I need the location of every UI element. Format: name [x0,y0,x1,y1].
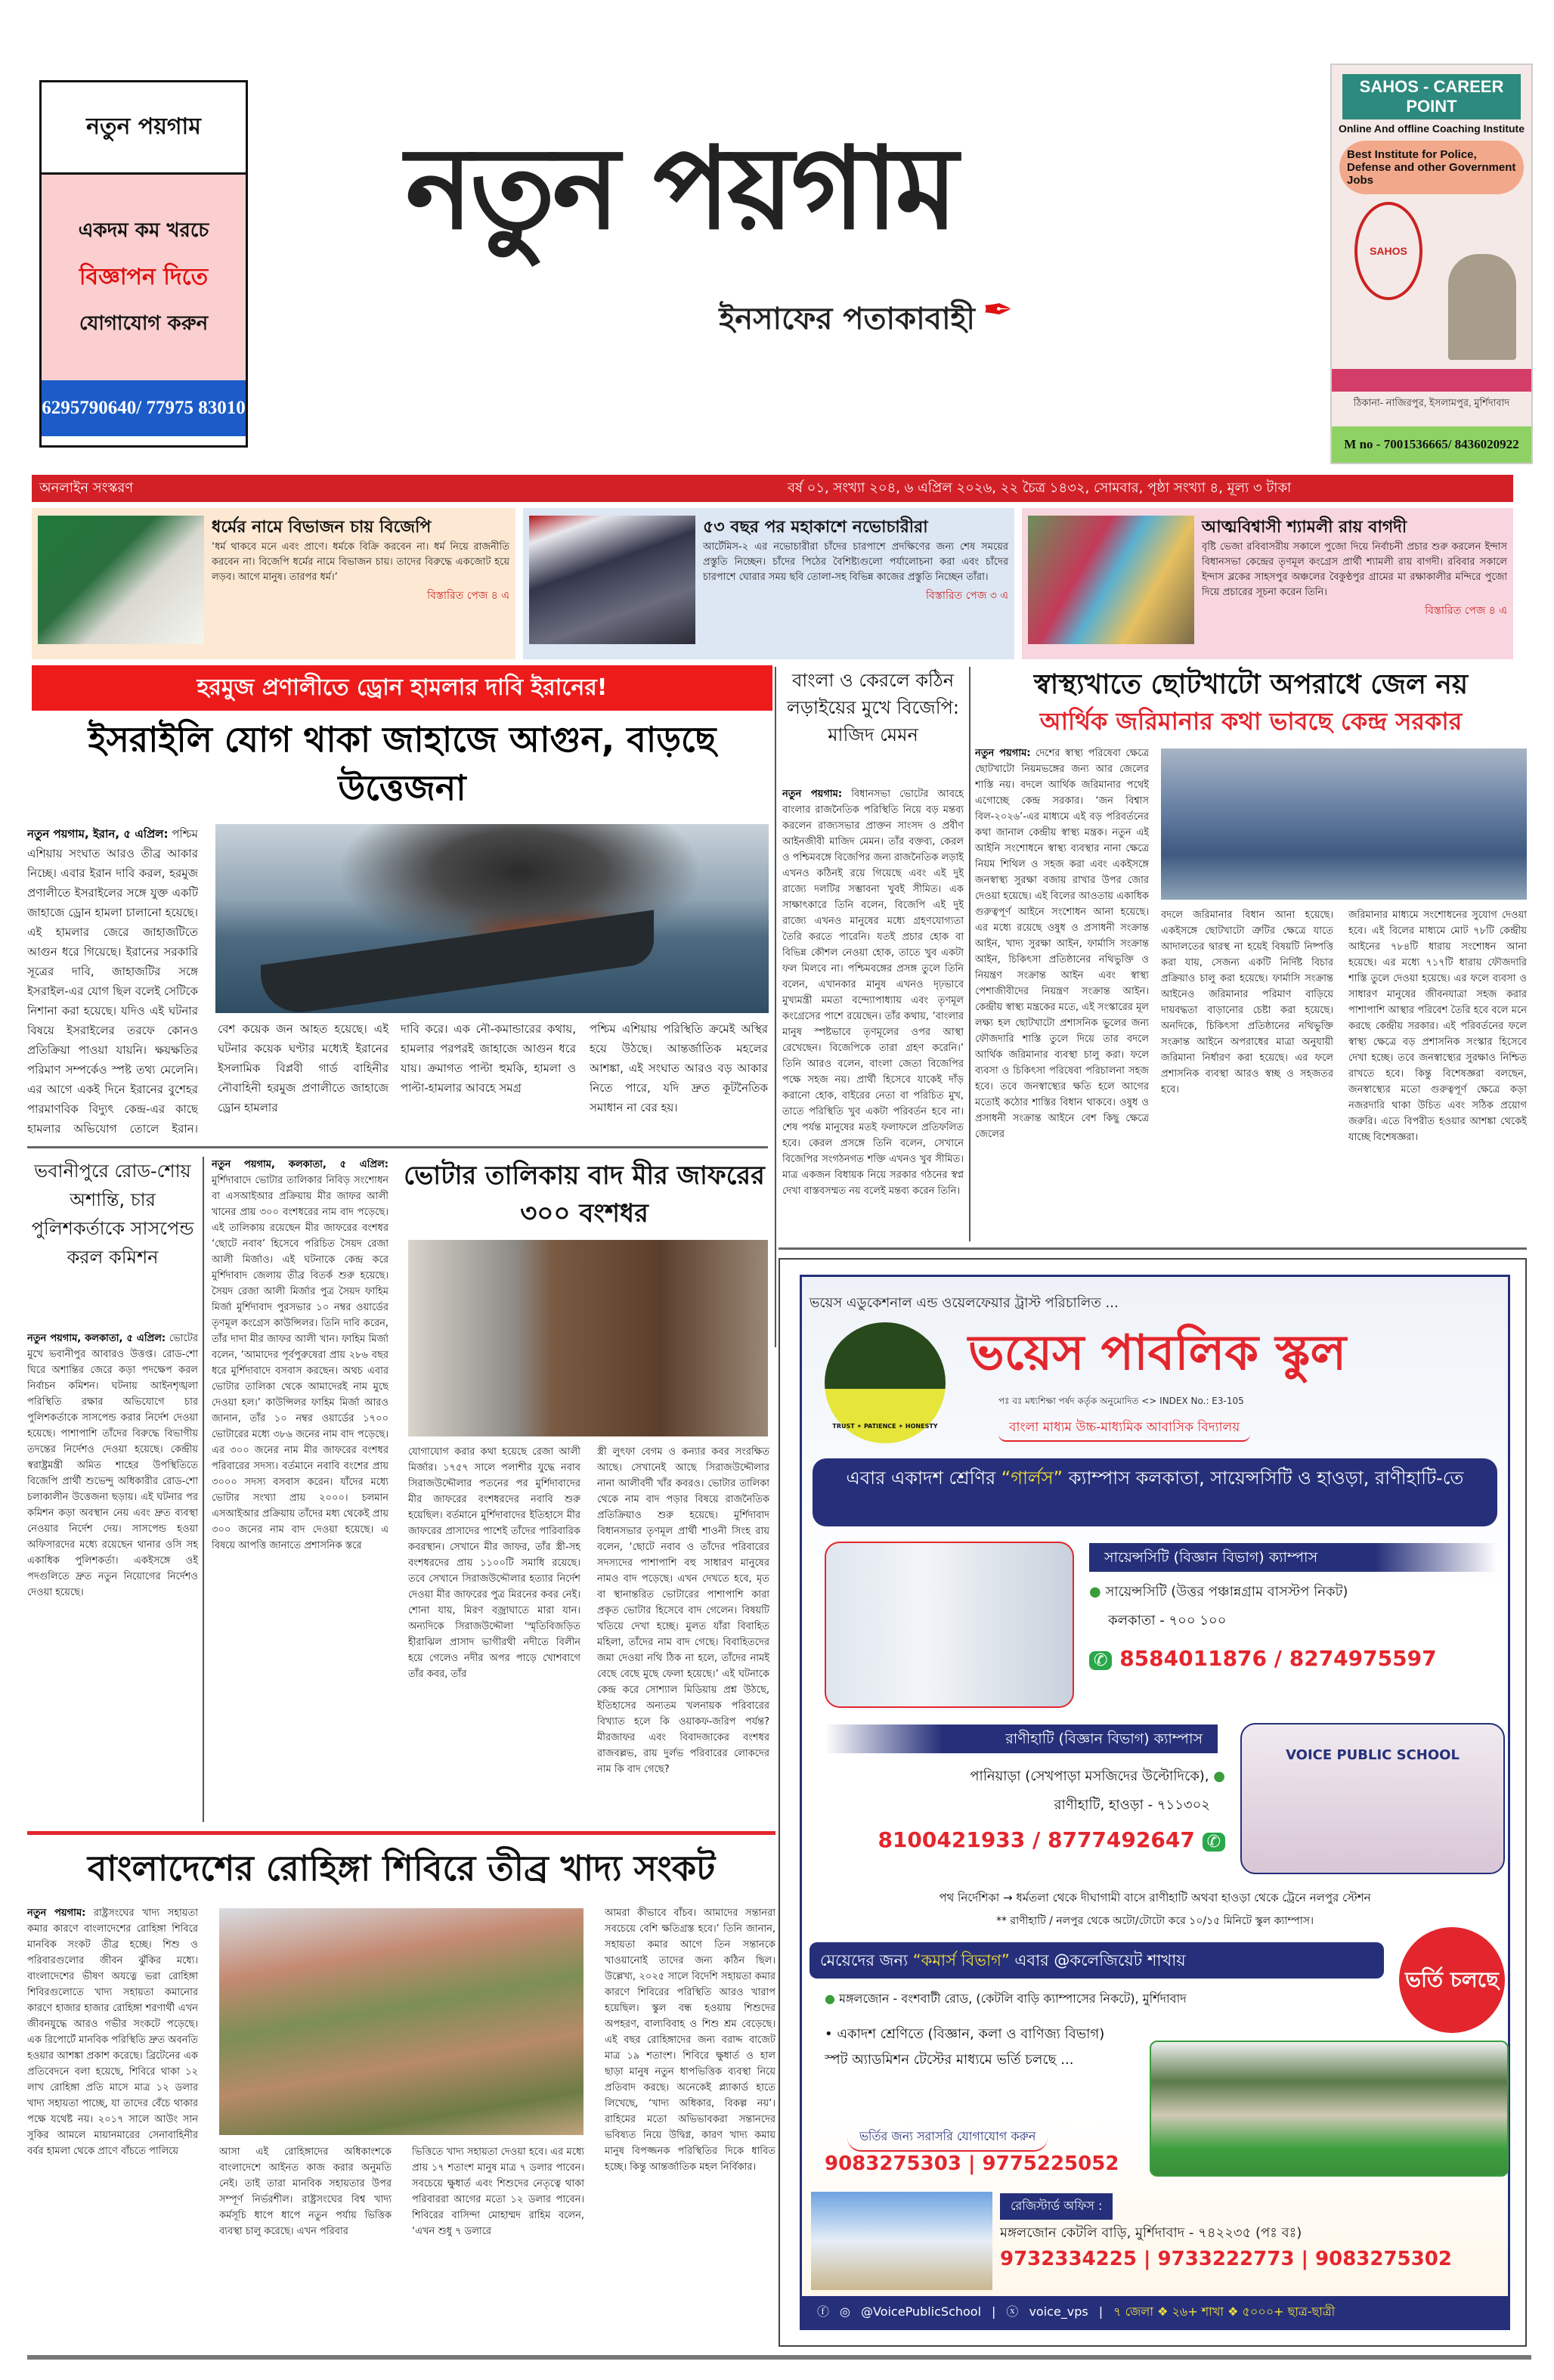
mirjafar-col-3: স্ত্রী লুৎফা বেগম ও কন্যার কবর সংরক্ষিত আছে। সেখানেই আছে সিরাজউদ্দৌলার নানা আলীবর্দী খাঁর কবরও। ভোটার তালিকা থেকে নাম বাদ পড়ার বিষয়ে রাজনৈতিক প্রতিক্রিয়াও শুরু হয়েছে। মুর্শিদাবাদ বিধানসভার তৃণমূল প্রার্থী শাওনী সিংহ রায় বলেন, ‘ছোটে নবাব ও তাঁদের পরিবারের সদস্যদের পাশাপাশি বহু সাধারণ মানুষের নামও বাদ পড়েছে। এখন দেখতে হবে, মৃত বা স্থানান্তরিত ভোটারের পাশাপাশি কারা প্রকৃত ভোটার হিসেবে বাদ গেলেন। বিষয়টি খতিয়ে দেখা হচ্ছে। মুলত যাঁরা বিবাহিত মহিলা, তাঁদের নাম বাদ গেছে। বিবাহিতদের জমা দেওয়া নথি ঠিক না হলে, তাঁদের নামই বেছে বেছে মুছে ফেলা হয়েছে।’ এই ঘটনাকে কেন্দ্র করে সোশ্যাল মিডিয়ায় প্রশ্ন উঠছে, ইতিহাসের অন্যতম খলনায়ক পরিবারের বিখ্যাত হলে কি ওয়াকফ-জরিপ পর্যন্ত? মীরজাফর এবং বিবাদজাকের বংশধর রাজবল্লভ, রায় দুর্লভ পরিবারের লোকদের নাম কি বাদ গেছে? [597,1446,769,1775]
ad-phone: 6295790640/ 77975 83010 [42,380,246,436]
x-icon[interactable]: ⓧ [1006,2304,1019,2319]
bhabanipur-body: নতুন পয়গাম, কলকাতা, ৫ এপ্রিল: ভোটের মুখে ভবানীপুর আবারও উত্তপ্ত। রোড-শো ঘিরে অশান্তির জেরে কড়া পদক্ষেপ করল নির্বাচন কমিশন। ঘটনায় আইনশৃঙ্খলা পরিস্থিতি রক্ষার অভিযোগে চার পুলিশকর্তাকে সাসপেন্ড করার নির্দেশ দেওয়া হয়েছে। পাশাপাশি তাঁদের বিরুদ্ধে বিভাগীয় তদন্তের নির্দেশও দেওয়া হয়েছে। কেন্দ্রীয় স্বরাষ্ট্রমন্ত্রী অমিত শাহের উপস্থিতিতে বিজেপি প্রার্থী শুভেন্দু অধিকারীর রোড-শো চলাকালীন উত্তেজনা ছড়ায়। এই ঘটনার পর কমিশন কড়া অবস্থান নেয় এবং দ্রুত ব্যবস্থা নেওয়ার নির্দেশ দেয়। সাসপেন্ড হওয়া অফিসারদের মধ্যে রয়েছেন থানার ওসি সহ একাধিক পুলিশকর্তা। একইসঙ্গে ওই পদগুলিতে দ্রুত নতুন নিয়োগের নির্দেশও দেওয়া হয়েছে। [27,1333,198,1598]
edition-label: অনলাইন সংস্করণ [39,479,134,496]
newspaper-tagline: ইনসাফের পতাকাবাহী [719,302,975,336]
lead-col-2: বেশ কয়েক জন আহত হয়েছে। এই ঘটনার কয়েক ঘণ্টার মধ্যেই ইরানের ইসলামিক বিপ্লবী গার্ড বাহিনীর নৌবাহিনী হরমুজ প্রণালীতে জাহাজে ড্রোন হামলার [218,1022,388,1114]
section-divider [779,1247,1527,1250]
office-label: রেজিস্টার্ড অফিস : [1000,2193,1113,2220]
school-logo: TRUST ✶ PATIENCE ✶ HONESTY [825,1322,946,1443]
girls-campus-banner: এবার একাদশ শ্রেণির “গার্লস” ক্যাম্পাস কলকাতা, সায়েন্সসিটি ও হাওড়া, রাণীহাটি-তে [813,1458,1497,1526]
rohingya-col-4: আমরা কীভাবে বাঁচব। আমাদের সন্তানরা সবচেয়ে বেশি ক্ষতিগ্রস্ত হবে।’ তিনি জানান, সহায়তা কমার আগে তিন সন্তানকে খাওয়ানোই তাদের জন্য কঠিন ছিল। উল্লেখ্য, ২০২৫ সালে বিদেশি সহায়তা কমার কারণে শিবিরের পরিস্থিতি আরও খারাপ হয়েছিল। স্কুল বন্ধ হওয়ায় শিশুদের অপহরণ, বাল্যবিবাহ ও শিশু শ্রম বেড়েছে। এই বছর রোহিঙ্গাদের জন্য বরাদ্দ বাজেট মাত্র ১৯ শতাংশ। শিবিরে ক্ষুধার্ত ও হাল ছাড়া মানুষ নতুন ধাপভিত্তিক ব্যবস্থা নিয়ে প্রতিবাদ করছে। অনেকেই প্ল্যাকার্ড হাতে লিখেছে, ‘খাদ্য অধিকার, বিকল্প নয়’। রাহিমের মতো অভিভাবকরা সন্তানদের ভবিষ্যত নিয়ে উদ্বিগ্ন, কারণ খাদ্য কমায় মানুষ বিপজ্জনক পরিস্থিতির দিকে ধাবিত হচ্ছে। কিন্তু আন্তর্জাতিক মহল নির্বিকার। [605,1907,775,2173]
phone-icon: ✆ [1203,1833,1225,1852]
admission-text: • একাদশ শ্রেণিতে (বিজ্ঞান, কলা ও বাণিজ্য বিভাগ) স্পট অ্যাডমিশন টেস্টের মাধ্যমে ভর্তি চলছে ... [825,2026,1105,2068]
lead-kicker: হরমুজ প্রণালীতে ড্রোন হামলার দাবি ইরানের! [32,665,772,711]
column-rule [969,667,970,1241]
sahos-emblem: SAHOS [1354,202,1422,300]
instagram-icon[interactable]: ◎ [840,2304,850,2319]
mini-logo: নতুন পয়গাম [42,82,246,175]
ranihati-campus-title: রাণীহাটি (বিজ্ঞান বিভাগ) ক্যাম্পাস [825,1725,1218,1753]
sahos-title: SAHOS - CAREER POINT [1342,74,1521,119]
phone-icon: ✆ [1089,1651,1112,1670]
issue-info: বর্ষ ০১, সংখ্যা ২০৪, ৬ এপ্রিল ২০২৬, ২২ চৈত্র ১৪৩২, সোমবার, পৃষ্ঠা সংখ্যা ৪, মূল্য ৩ টাকা [788,480,1292,496]
admission-badge: ভর্তি চলছে [1399,1927,1505,2033]
trust-line: ভয়েস এডুকেশনাল এন্ড ওয়েলফেয়ার ট্রাস্ট পরিচালিত ... [810,1295,1119,1311]
column-rule [203,1157,204,1822]
sahos-strip [1332,369,1531,392]
camp-photo [219,1908,584,2135]
directions: পথ নির্দেশিকা → ধর্মতলা থেকে দীঘাগামী বাসে রাণীহাটি অথবা হাওড়া থেকে ট্রেনে নলপুর স্টেশন [939,1891,1371,1904]
facebook-icon[interactable]: ⓕ [817,2304,830,2319]
scicity-building-photo [825,1542,1074,1708]
school-stats: ৭ জেলা ❖ ২৬+ শাখা ❖ ৫০০০+ ছাত্র-ছাত্রী [1113,2304,1336,2319]
surgery-photo [1161,748,1527,900]
ad-line-1: একদম কম খরচে [78,218,209,242]
commerce-banner: মেয়েদের জন্য “কমার্স বিভাগ” এবার @কলেজিয়েট শাখায় [810,1942,1384,1979]
contact-phone[interactable]: 9083275303 | 9775225052 [825,2152,1119,2175]
lead-col-4: পশ্চিম এশিয়ায় পরিস্থিতি ক্রমেই অস্থির হয়ে উঠছে। আন্তর্জাতিক মহলের আশঙ্কা, এই সংঘাত আরও বড় আকার নিতে পারে, যদি দ্রুত কূটনৈতিক সমাধান না বের হয়। [590,1022,768,1114]
bhabanipur-headline[interactable]: ভবানীপুরে রোড-শোয় অশান্তি, চার পুলিশকর্তাকে সাসপেন্ড করল কমিশন [31,1161,194,1268]
teaser-3-photo [1028,516,1194,644]
rohingya-col-3: ভিত্তিতে খাদ্য সহায়তা দেওয়া হবে। এর মধ্যে প্রায় ১৭ শতাংশ মানুষ মাত্র ৭ ডলার পাবেন। সবচেয়ে ক্ষুধার্ত এবং শিশুদের নেতৃত্বে থাকা পরিবাররা আগের মতো ১২ ডলার পাবেন। শিবিরের বাসিন্দা মোহাম্মদ রাহিম বলেন, ‘এখন শুধু ৭ ডলারে [412,2146,584,2237]
scicity-pin: কলকাতা - ৭০০ ১০০ [1108,1613,1227,1629]
office-address: মঙ্গলজোন কেটলি বাড়ি, মুর্শিদাবাদ - ৭৪২২৩৫ (পঃ বঃ) [1000,2225,1302,2241]
ranihati-phone[interactable]: 8100421933 / 8777492647 ✆ [832,1827,1225,1852]
memon-body: নতুন পয়গাম: বিধানসভা ভোটের আবহে বাংলার রাজনৈতিক পরিস্থিতি নিয়ে বড় মন্তব্য করলেন রাজ্যসভার প্রাক্তন সাংসদ ও প্রবীণ আইনজীবী মাজিদ মেমন। তাঁর বক্তব্য, কেরল ও পশ্চিমবঙ্গে বিজেপির জন্য রাজনৈতিক লড়াই এখনও কঠিনই রয়ে গিয়েছে এবং এই দুই রাজ্যে দলটির সম্ভাবনা খুবই সীমিত। এক সাক্ষাৎকারে তিনি বলেন, বিজেপি এই দুই রাজ্যে এখনও মানুষের মধ্যে গ্রহণযোগ্যতা তৈরি করতে পারেনি। যতই প্রচার হোক বা বিভিন্ন কৌশল নেওয়া হোক, তাতে খুব একটা ফল মিলবে না। পশ্চিমবঙ্গের প্রসঙ্গ তুলে তিনি বলেন, এখানকার মানুষ এখনও দৃঢ়ভাবে মুখ্যমন্ত্রী মমতা বন্দ্যোপাধ্যায় এবং তৃণমূল কংগ্রেসের পাশে রয়েছেন। তাঁর কথায়, ‘বাংলার মানুষ স্পষ্টভাবে তৃণমূলের ওপর আস্থা রেখেছেন। বিজেপিকে তারা গ্রহণ করেনি।’ তিনি আরও বলেন, বাংলা জেতা বিজেপির পক্ষে সহজ নয়। প্রার্থী হিসেবে যাকেই দাঁড় করানো হোক, বাইরের নেতা বা পরিচিত মুখ, তাতে পরিস্থিতি খুব একটা পরিবর্তন হবে না। শেষ পর্যন্ত মানুষের মতই ফলাফলে প্রতিফলিত হবে। কেরল প্রসঙ্গে তিনি বলেন, সেখানে বিজেপির সংগঠনগত শক্তি এখনও খুব সীমিত। মাত্র একজন বিধায়ক নিয়ে সরকার গঠনের স্বপ্ন দেখা বাস্তবসম্মত নয় বলেই মন্তব্য করেন তিনি। [782,789,964,1197]
school-medium: বাংলা মাধ্যম উচ্চ-মাধ্যমিক আবাসিক বিদ্যালয় [998,1416,1250,1442]
health-subheadline: আর্থিক জরিমানার কথা ভাবছে কেন্দ্র সরকার [1039,707,1463,736]
rohingya-col-2: আসা এই রোহিঙ্গাদের অধিকাংশকে বাংলাদেশে আইনত কাজ করার অনুমতি নেই। তাই তারা মানবিক সহায়তার উপর সম্পূর্ণ নির্ভরশীল। রাষ্ট্রসংঘের বিশ্ব খাদ্য কর্মসূচি ধাপে ধাপে নতুন পর্যায় ভিত্তিক ব্যবস্থা চালু করেছে। এখন পরিবার [219,2146,392,2237]
separator: | [1098,2304,1104,2319]
mirjafar-photo [408,1240,768,1436]
bottom-rule [27,2355,1531,2360]
section-divider [27,1146,768,1148]
memon-headline[interactable]: বাংলা ও কেরলে কঠিন লড়াইয়ের মুখে বিজেপি: মাজিদ মেমন [786,670,959,745]
directions-note: ** রাণীহাটি / নলপুর থেকে অটো/টোটো করে ১০/১৫ মিনিটে স্কুল ক্যাম্পাস। [995,1915,1314,1927]
advertise-box [39,80,248,448]
teaser-1-photo [38,516,204,644]
collegiate-campus-photo [1150,2041,1509,2177]
newspaper-title: নতুন পয়গাম [405,123,955,255]
sahos-mobile: M no - 7001536665/ 8436020922 [1332,426,1531,463]
sahos-pill: Best Institute for Police, Defense and other Government Jobs [1339,141,1524,194]
scicity-address: ● সায়েন্সসিটি (উত্তর পঞ্চান্নগ্রাম বাসস্টপ নিকট) [1089,1584,1348,1600]
ad-line-2: বিজ্ঞাপন দিতে [79,263,209,290]
mirjafar-col-2: যোগাযোগ করার কথা হয়েছে রেজা আলী মির্জার। ১৭৫৭ সালে পলাশীর যুদ্ধে নবাব সিরাজউদ্দৌলার পতনের পর মুর্শিদাবাদের মীর জাফরের বংশধরদের নবাবি শুরু হয়েছিল। বর্তমানে মুর্শিদাবাদের ইতিহাসে মীর জাফরের প্রাসাদের পাশেই তাঁদের পারিবারিক কবরস্থান। সেখানে মীর জাফর, তাঁর স্ত্রী-সহ বংশধরদের প্রায় ১১০০টি সমাধি রয়েছে। তবে সেখানে সিরাজউদ্দৌলার হত্যার নির্দেশ দেওয়া মীর জাফরের পুত্র মিরনের কবর নেই। শোনা যায়, মিরণ বজ্রাঘাতে মারা যান। অন্যদিকে সিরাজউদ্দৌলা 'স্মৃতিবিজড়িত হীরাঝিল প্রাসাদ ভাগীরথী নদীতে বিলীন হয়ে গেলেও নদীর অপর পাড়ে খোশবাগে তাঁর কবর, তাঁর [408,1446,580,1680]
office-phone[interactable]: 9732334225 | 9733222773 | 9083275302 [1000,2248,1452,2270]
ranihati-building-photo: VOICE PUBLIC SCHOOL [1240,1723,1505,1874]
issue-bar [32,475,1513,502]
health-col-3: জরিমানার মাধ্যমে সংশোধনের সুযোগ দেওয়া হবে। এই বিলের মাধ্যমে মোট ৭৮টি কেন্দ্রীয় আইনের ৭৮৪টি ধারায় সংশোধন আনা হয়েছে। এর মধ্যে ৭১৭টি ধারায় ফৌজদারি শাস্তি তুলে দেওয়া হয়েছে। এর ফলে ব্যবসা ও সাধারণ মানুষের জীবনযাত্রা সহজ করার পাশাপাশি আস্থার পরিবেশ তৈরি হবে বলে মনে করছে কেন্দ্রীয় সরকার। এই পরিবর্তনের ফলে স্বাস্থ্য ক্ষেত্রে বড় প্রশাসনিক সংস্কার হিসেবে দেখা হচ্ছে। তবে জনস্বাস্থ্যের সুরক্ষাও নিশ্চিত রাখতে হবে। কিন্তু বিশেষজ্ঞরা বলছেন, জনস্বাস্থ্যের মতো গুরুত্বপূর্ণ ক্ষেত্রে কড়া নজরদারি থাকা উচিত এবং সঠিক প্রয়োগ জরুরি। এতে বিপরীত হওয়ার আশঙ্কা থেকেই যাচ্ছে বিশেষজ্ঞরা। [1348,910,1527,1143]
location-pin-icon: ● [1089,1584,1101,1600]
office-photo [811,2192,992,2290]
pen-nib-icon: ✒ [983,289,1014,331]
mirjafar-headline[interactable]: ভোটার তালিকায় বাদ মীর জাফরের ৩০০ বংশধর [404,1161,765,1229]
separator: | [992,2304,996,2319]
mirjafar-col-1: নতুন পয়গাম, কলকাতা, ৫ এপ্রিল: মুর্শিদাবাদে ভোটার তালিকার নিবিড় সংশোধন বা এসআইআর প্রক্রিয়ায় মীর জাফর আলী খানের প্রায় ৩০০ বংশধরের নাম বাদ পড়েছে। এই তালিকায় রয়েছেন মীর জাফরের বংশধর ‘ছোটে নবাব’ হিসেবে পরিচিত সৈয়দ রেজা আলী মির্জাও। এই ঘটনাকে কেন্দ্র করে মুর্শিদাবাদ জেলায় তীব্র বিতর্ক শুরু হয়েছে। সৈয়দ রেজা আলী মির্জার পুত্র সৈয়দ ফাহিম মির্জা মুর্শিদাবাদ পুরসভার ১০ নম্বর ওয়ার্ডের তৃণমূল কংগ্রেস কাউন্সিলর। তিনি দাবি করেন, তাঁর দাদা মীর জাফর আলী খান। ফাহিম মির্জা বলেন, ‘আমাদের পূর্বপুরুষেরা প্রায় ২৮৬ বছর ধরে মুর্শিদাবাদে বসবাস করছেন। অথচ এবার ভোটার তালিকা থেকে আমাদেরই নাম মুছে দেওয়া হল।’ কাউন্সিলর ফাহিম মির্জা আরও জানান, তাঁর ১০ নম্বর ওয়ার্ডের ১৭০০ ভোটারের মধ্যে ৩৮৬ জনের নাম বাদ পড়েছে। এর ৩০০ জনের নাম মীর জাফরের বংশধর পরিবারের সদস্য। বর্তমানে নবাবি বংশের প্রায় ৩০০০ সদস্য বসবাস করেন। যাঁদের মধ্যে ভোটার সংখ্যা প্রায় ২০০০। চলমান এসআইআর প্রক্রিয়ায় তাঁদের মধ্য থেকেই প্রায় ৩০০ জনের নাম বাদ দেওয়া হয়েছে। এ বিষয়ে আপত্তি জানাতে প্রশাসনিক স্তরে [212,1159,388,1551]
ranihati-address: পানিয়াড়া (সেখপাড়া মসজিদের উল্টোদিকে), ● [970,1768,1225,1784]
ship-fire-photo [215,824,769,1013]
lead-col-1: নতুন পয়গাম, ইরান, ৫ এপ্রিল: পশ্চিম এশিয়ায় সংঘাত আরও তীব্র আকার নিচ্ছে। এবার ইরান দাবি করল, হরমুজ প্রণালীতে ইসরাইলের সঙ্গে যুক্ত একটি জাহাজে ড্রোন হামলা চালানো হয়েছে। এই হামলার জেরে জাহাজটিতে আগুন ধরে গিয়েছে। ইরানের সরকারি সূত্রের দাবি, জাহাজটির সঙ্গে ইসরাইল-এর যোগ ছিল বলেই সেটিকে নিশানা করা হয়েছে। যদিও এই ঘটনার বিষয়ে ইসরাইলের তরফে কোনও প্রতিক্রিয়া পাওয়া যায়নি। ক্ষয়ক্ষতির পরিমাণ সম্পর্কেও স্পষ্ট তথ্য মেলেনি। এর আগে একই দিনে ইরানের বুশেহর পারমাণবিক বিদ্যুৎ কেন্দ্র-এর কাছে হামলার অভিযোগ তোলে ইরান। [27,827,198,1136]
red-divider [27,1831,775,1835]
column-rule [775,667,776,1347]
ad-line-3: যোগাযোগ করুন [79,311,209,335]
masthead-logo [302,91,1058,393]
officer-photo [1448,254,1516,360]
health-col-1: নতুন পয়গাম: দেশের স্বাস্থ্য পরিষেবা ক্ষেত্রে ছোটখাটো নিয়মভঙ্গের জন্য আর জেলের শাস্তি নয়। বদলে আর্থিক জরিমানার পথেই এগোচ্ছে কেন্দ্র সরকার। ‘জন বিশ্বাস বিল-২০২৬’-এর মাধ্যমে এই বড় পরিবর্তনের কথা জানাল কেন্দ্রীয় স্বাস্থ্য মন্ত্রক। নতুন এই আইনি সংশোধনে স্বাস্থ্য ব্যবস্থার নানা ক্ষেত্রে নিয়ম শিথিল ও সহজ করা এবং একইসঙ্গে জনস্বাস্থ্য সুরক্ষা বজায় রাখার উপর জোর দেওয়া হয়েছে। এই বিলের আওতায় একাধিক গুরুত্বপূর্ণ আইনে সংশোধন আনা হয়েছে। এর মধ্যে রয়েছে ওষুধ ও প্রসাধনী সংক্রান্ত আইন, খাদ্য সুরক্ষা আইন, ফার্মাসি সংক্রান্ত আইন, চিকিৎসা প্রতিষ্ঠানের নথিভুক্তি ও নিয়ন্ত্রণ সংক্রান্ত আইন এবং স্বাস্থ্য পেশাজীবীদের নিয়ন্ত্রণ সংক্রান্ত আইন। কেন্দ্রীয় স্বাস্থ্য মন্ত্রকের মতে, এই সংস্কারের মূল লক্ষ্য হল ছোটখাটো প্রশাসনিক ভুলের জন্য ফৌজদারি শাস্তি তুলে দিয়ে তার বদলে আর্থিক জরিমানার ব্যবস্থা চালু করা। ফলে ব্যবসা ও চিকিৎসা পরিষেবা পরিচালনা সহজ হবে। তবে জনস্বাস্থ্যের ক্ষতি হলে আগের মতোই কঠোর শাস্তির বিধান থাকবে। ওষুধ ও প্রসাধনী সংক্রান্ত আইনে বেশ কিছু ক্ষেত্রে জেলের [975,748,1149,1140]
teaser-1[interactable]: ধর্মের নামে বিভাজন চায় বিজেপি ‘ধর্ম থাকবে মনে এবং প্রাণে। ধর্মকে বিক্রি করবেন না। ধর্ম নিয়ে রাজনীতি করবেন না। বিজেপি ধর্মের নামে বিভাজন চায়। তাদের বিরুদ্ধে একজোট হয়ে লড়ব। আগে মানুষ। তারপর ধর্ম।’ বিস্তারিত পেজ ৪ এ [32,508,515,659]
lead-col-3: দাবি করে। এক নৌ-কমান্ডারের কথায়, হামলার পরপরই জাহাজে আগুন ধরে যায়। ক্রমাগত পাল্টা হুমকি, হামলা ও পাল্টা-হামলার আবহে সমগ্র [401,1022,576,1095]
teaser-3[interactable]: আত্মবিশ্বাসী শ্যামলী রায় বাগদী বৃষ্টি ভেজা রবিবাসরীয় সকালে পুজো দিয়ে নির্বাচনী প্রচার শুরু করলেন ইন্দাস বিধানসভা কেন্দ্রের তৃণমূল কংগ্রেস প্রার্থী শ্যামলী রায় বাগদী। রবিবার সকালে ইন্দাস ব্লকের সাহসপুর অঞ্চলের বৈকুণ্ঠপুর গ্রামের মা রক্ষাকালীর মন্দিরে পুজো দিয়ে প্রচারের সূচনা করেন তিনি। বিস্তারিত পেজ ৪ এ [1022,508,1513,659]
ranihati-pin: রাণীহাটি, হাওড়া - ৭১১৩০২ [1054,1797,1210,1813]
health-col-2: বদলে জরিমানার বিধান আনা হয়েছে। একইসঙ্গে ছোটখাটো ত্রুটির ক্ষেত্রে যাতে আদালতের দ্বারস্থ না হয়েই বিষয়টি নিষ্পত্তি করা যায়, সেজন্য একটি নির্দিষ্ট বিচার প্রক্রিয়াও চালু করা হয়েছে। ফার্মাসি সংক্রান্ত আইনেও জরিমানার পরিমাণ বাড়িয়ে দায়বদ্ধতা বাড়ানোর চেষ্টা করা হয়েছে। অনদিকে, চিকিৎসা প্রতিষ্ঠানের নথিভুক্তি সংক্রান্ত আইনে অপরাধের মাত্রা অনুযায়ী জরিমানা নির্ধারণ করা হয়েছে। এর ফলে প্রশাসনিক ব্যবস্থা আরও স্বচ্ছ ও সহজতর হবে। [1161,910,1333,1095]
scicity-campus-title: সায়েন্সসিটি (বিজ্ঞান বিভাগ) ক্যাম্পাস [1089,1543,1497,1572]
location-pin-icon: ● [1213,1768,1225,1784]
social-facebook[interactable]: @VoicePublicSchool [860,2304,982,2319]
commerce-address: ● মঙ্গলজোন - বংশবাটী রোড, (কেটলি বাড়ি ক্যাম্পাসের নিকটে), মুর্শিদাবাদ [825,1991,1187,2006]
lead-headline[interactable]: ইসরাইলি যোগ থাকা জাহাজে আগুন, বাড়ছে উত্তেজনা [88,719,717,808]
contact-label: ভর্তির জন্য সরাসরি যোগাযোগ করুন [847,2124,1048,2152]
scicity-phone[interactable]: ✆ 8584011876 / 8274975597 [1089,1646,1437,1671]
school-approval: পঃ বঃ মধ্যশিক্ষা পর্ষদ কর্তৃক অনুমোদিত <> INDEX No.: E3-105 [998,1396,1244,1406]
sahos-address: ঠিকানা- নাজিরপুর, ইসলামপুর, মুর্শিদাবাদ [1353,397,1510,408]
rohingya-headline[interactable]: বাংলাদেশের রোহিঙ্গা শিবিরে তীব্র খাদ্য সংকট [87,1848,716,1889]
teaser-2-photo [529,516,695,644]
school-name: ভয়েস পাবলিক স্কুল [968,1325,1347,1381]
teaser-2[interactable]: ৫৩ বছর পর মহাকাশে নভোচারীরা আর্টেমিস-২ এর নভোচারীরা চাঁদের চারপাশে প্রদক্ষিণের জন্য শেষ সময়ের প্রস্তুতি নিচ্ছেন। চাঁদের পিঠের বৈশিষ্ট্যগুলো পর্যালোচনা করা এবং চাঁদের চারপাশে ঘোরার সময় ছবি তোলা-সহ বিভিন্ন কাজের প্রস্তুতি নিচ্ছেন তাঁরা। বিস্তারিত পেজ ৩ এ [523,508,1014,659]
social-x[interactable]: voice_vps [1029,2304,1088,2319]
social-bar [802,2296,1508,2328]
voice-school-ad[interactable] [779,1258,1527,2347]
sahos-ad [1330,64,1533,464]
sahos-subtitle: Online And offline Coaching Institute [1338,122,1525,135]
rohingya-col-1: নতুন পয়গাম: রাষ্ট্রসংঘের খাদ্য সহায়তা কমার কারণে বাংলাদেশের রোহিঙ্গা শিবিরে মানবিক সংকট তীব্র হচ্ছে। শিশু ও পরিবারগুলোর জীবন ঝুঁকির মধ্যে। বাংলাদেশের ভীষণ অযত্নে ভরা রোহিঙ্গা শিবিরগুলোতে খাদ্য সহায়তা কমানোর কারণে হাজার হাজার রোহিঙ্গা শরণার্থী এখন জীবনযুদ্ধে আরও গভীর সংকটে পড়েছে। এক রিপোর্টে মানবিক পরিস্থিতি দ্রুত অবনতি হওয়ার আশঙ্কা প্রকাশ করেছে। ব্রিটেনের এক প্রতিবেদনে বলা হয়েছে, শিবিরে থাকা ১২ লাখ রোহিঙ্গা প্রতি মাসে মাত্র ১২ ডলার খাদ্য সহায়তা পাচ্ছে, যা তাদের বেঁচে থাকার পক্ষে যথেষ্ট নয়। ২০১৭ সালে আউং সান সুকির আমলে মায়ানমারের সেনাবাহিনীর বর্বর হামলা থেকে প্রাণে বাঁচতে পালিয়ে [27,1907,198,2157]
location-pin-icon: ● [825,1991,835,2006]
health-headline[interactable]: স্বাস্থ্যখাতে ছোটখাটো অপরাধে জেল নয় [1033,669,1469,700]
